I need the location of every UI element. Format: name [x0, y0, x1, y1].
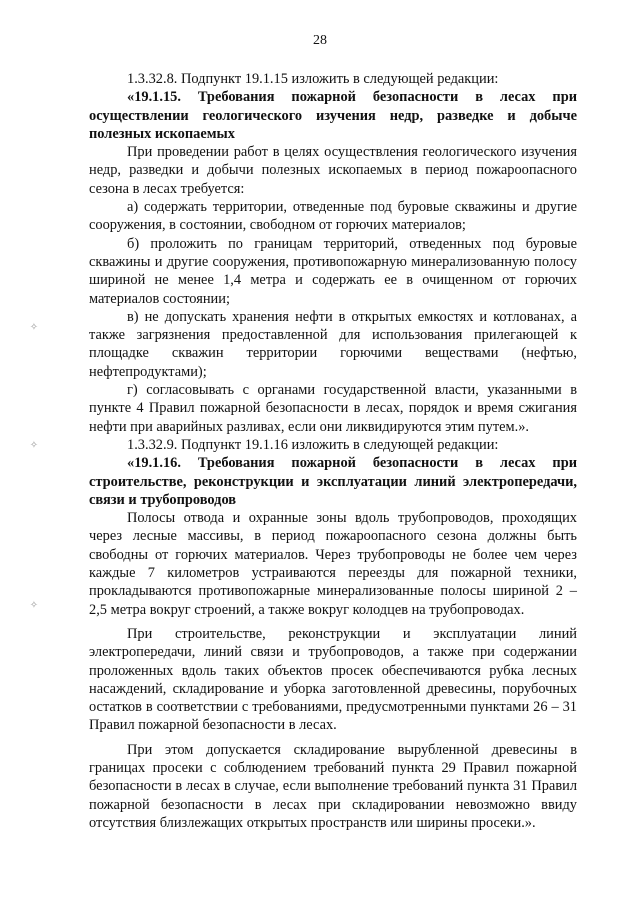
page-number: 28 [313, 33, 327, 48]
margin-mark: ✧ [29, 322, 39, 333]
list-item-a: а) содержать территории, отведенные под буровые скважины и другие сооружения, в состоянии, свободном от горючих материалов; [89, 199, 577, 234]
section-title-19-1-16: «19.1.16. Требования пожарной безопасности в лесах при строительстве, реконструкции и эксплуатации линий электропередачи, связи и трубопроводов [89, 455, 577, 508]
paragraph-storage: При этом допускается складирование вырубленной древесины в границах просеки с соблюдением требований пункта 29 Правил пожарной безопасности в лесах в случае, если выполнение требований пункта 31 Правил пожарной безопасности в лесах при складировании невозможно ввиду отсутствия близлежащих открытых пространств или ширины просеки.». [89, 741, 577, 831]
margin-mark: ✧ [29, 440, 39, 451]
amendment-heading-19-1-15: 1.3.32.8. Подпункт 19.1.15 изложить в следующей редакции: [127, 71, 499, 87]
paragraph-construction: При строительстве, реконструкции и эксплуатации линий электропередачи, линий связи и трубопроводов, а также при содержании проложенных вдоль таких объектов просек обеспечиваются рубка лесных насаждений, складирование и уборка заготовленной древесины, порубочных остатков в соответствии с требованиями, предусмотренными пунктами 26 – 31 Правил пожарной безопасности в лесах. [89, 625, 577, 734]
section-title-19-1-15: «19.1.15. Требования пожарной безопасности в лесах при осуществлении геологического изучения недр, разведке и добыче полезных ископаемых [89, 89, 577, 142]
paragraph-pipelines: Полосы отвода и охранные зоны вдоль трубопроводов, проходящих через лесные массивы, в период пожароопасного сезона должны быть свободны от горючих материалов. Через трубопроводы не более чем через каждые 7 километров устраиваются переезды для пожарной техники, прокладываются противопожарные минерализованные полосы шириной 2 – 2,5 метра вокруг строений, а также вокруг колодцев на трубопроводах. [89, 510, 577, 618]
margin-mark: ✧ [29, 600, 39, 611]
amendment-heading-19-1-16: 1.3.32.9. Подпункт 19.1.16 изложить в следующей редакции: [127, 436, 499, 453]
paragraph-intro: При проведении работ в целях осуществления геологического изучения недр, разведки и добычи полезных ископаемых в период пожароопасного сезона в лесах требуется: [89, 144, 577, 197]
document-body [89, 70, 577, 832]
list-item-b: б) проложить по границам территорий, отведенных под буровые скважины и другие сооружения, противопожарную минерализованную полосу шириной не менее 1,4 метра и содержать ее в очищенном от горючих материалов состоянии; [89, 235, 577, 307]
list-item-g: г) согласовывать с органами государственной власти, указанными в пункте 4 Правил пожарной безопасности в лесах, порядок и время сжигания нефти при аварийных разливах, если они ликвидируются этим путем.». [89, 382, 577, 435]
list-item-v: в) не допускать хранения нефти в открытых емкостях и котлованах, а также загрязнения предоставленной для использования прилегающей к площадке скважин территории горючими веществами (нефтью, нефтепродуктами); [89, 308, 577, 380]
